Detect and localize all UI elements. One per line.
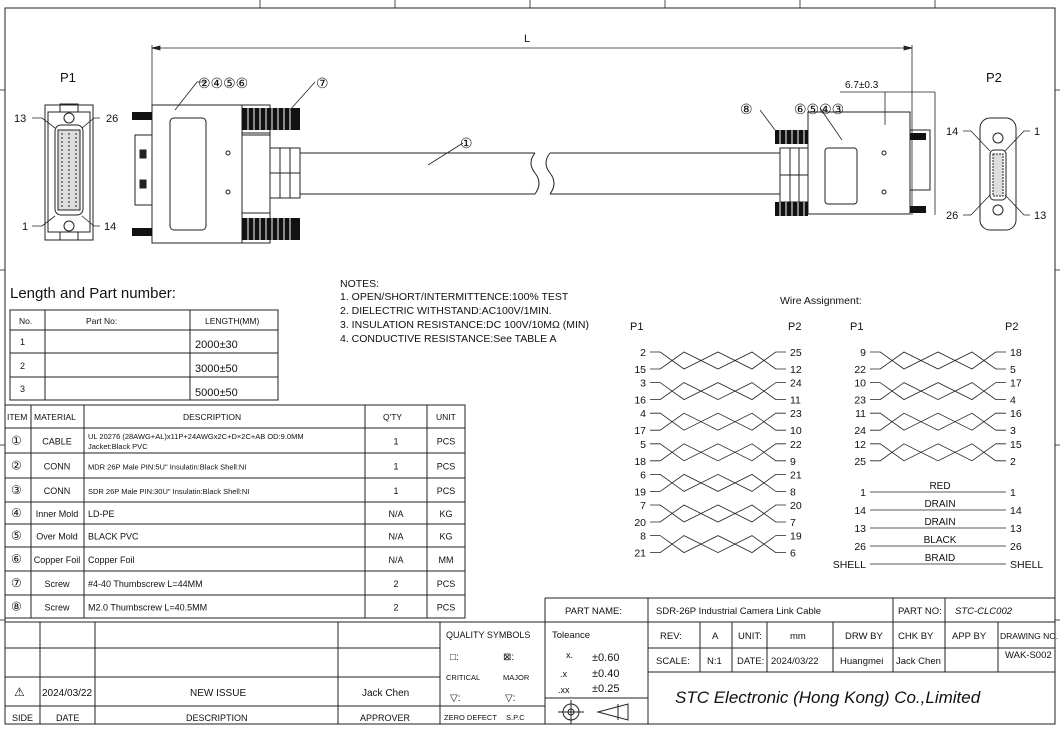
rev-label: REV: [660, 631, 682, 642]
wa-pin: 25 [854, 455, 866, 468]
twisted-pair-wire [650, 536, 786, 553]
wa-pin: 23 [854, 394, 866, 407]
wa-pin: 26 [1010, 541, 1022, 553]
length-header-no: No. [19, 316, 33, 326]
wa-pin: 20 [790, 500, 802, 512]
quality-v2: ▽: [505, 693, 516, 704]
drw-by-label: DRW BY [845, 631, 883, 642]
twisted-pair-wire [650, 352, 786, 369]
quality-critical: CRITICAL [446, 673, 481, 682]
tol-dxx: .xx [558, 685, 570, 695]
bom-item: ⑧ [11, 599, 22, 614]
twisted-pair-wire [650, 413, 786, 430]
p1-pin-13: 13 [14, 113, 27, 125]
part-name-label: PART NAME: [565, 606, 623, 617]
bom-description: BLACK PVC [88, 531, 139, 542]
bom-unit: PCS [436, 602, 456, 613]
quality-sym2: ⊠: [503, 652, 515, 663]
tol-x: x. [566, 650, 574, 660]
length-row-no: 2 [20, 361, 26, 371]
bom-qty: N/A [388, 555, 404, 565]
rev-header-side: SIDE [12, 713, 34, 723]
dim-L-label: L [524, 33, 531, 45]
bom-qty: 2 [393, 579, 399, 589]
bom-qty: 1 [393, 436, 399, 447]
length-header-part: Part No: [86, 316, 118, 326]
p1-pin-1: 1 [22, 221, 29, 233]
wa-pin: 12 [790, 364, 802, 376]
wa-pin: 23 [790, 408, 802, 421]
drawing-no: WAK-S002 [1005, 650, 1052, 661]
wa-pin: 3 [1010, 425, 1016, 438]
wa-pin: 26 [854, 541, 866, 553]
wa-pin: 14 [1010, 505, 1022, 517]
twisted-pair-wire [870, 444, 1006, 461]
wa-pin: 7 [790, 517, 796, 529]
bom-description: UL 20276 (28AWG+AL)x11P+24AWGx2C+D×2C+AB OD:9.0MM [88, 432, 304, 441]
wa-pin: 8 [640, 530, 646, 543]
bom-item: ③ [11, 483, 22, 497]
p2-pin-26: 26 [946, 210, 959, 222]
bom-header: DESCRIPTION [183, 412, 242, 422]
bom-unit: PCS [436, 461, 456, 472]
twisted-pair-wire [870, 413, 1006, 430]
balloon-7: ⑦ [316, 75, 329, 91]
dimension-6-7 [840, 92, 935, 215]
rev-header-approver: APPROVER [360, 713, 411, 723]
unit-label: UNIT: [738, 631, 762, 642]
wa-pin: 1 [860, 487, 866, 499]
twisted-pair-wire [870, 352, 1006, 369]
p1-label: P1 [60, 70, 76, 85]
quality-sym1: □: [450, 652, 459, 663]
wa-pin: 1 [1010, 487, 1016, 499]
wire-color-label: BLACK [923, 535, 957, 546]
note-item: 4. CONDUCTIVE RESISTANCE:See TABLE A [340, 333, 557, 345]
twisted-pair-wire [650, 444, 786, 461]
rev-date: 2024/03/22 [42, 688, 93, 699]
tol-x-val: ±0.60 [592, 652, 620, 664]
note-item: 2. DIELECTRIC WITHSTAND:AC100V/1MIN. [340, 305, 552, 317]
length-row-length: 3000±50 [195, 363, 238, 375]
wa-pin: 4 [1010, 394, 1016, 407]
bom-header: MATERIAL [34, 412, 76, 422]
wa-pin: 22 [790, 438, 802, 451]
wa-pin: 17 [1010, 377, 1022, 390]
bom-material: Screw [44, 579, 70, 589]
wire-assignment-title: Wire Assignment: [780, 295, 862, 307]
company-name: STC Electronic (Hong Kong) Co.,Limited [675, 688, 981, 707]
wa-pin: 9 [790, 455, 796, 468]
balloon-1: ① [460, 135, 473, 151]
wire-color-label: DRAIN [924, 517, 956, 528]
quality-major: MAJOR [503, 673, 530, 682]
date-value: 2024/03/22 [771, 656, 819, 667]
p2-thumbscrew-top [775, 130, 926, 144]
bom-qty: N/A [388, 531, 404, 542]
scale-value: N:1 [707, 656, 722, 667]
twisted-pair-wire [650, 474, 786, 491]
wa-pin: 8 [790, 486, 796, 499]
wa-pin: 17 [634, 425, 646, 438]
bom-header: ITEM [7, 412, 28, 422]
wa-pin: 13 [1010, 523, 1022, 535]
p2-pin-14: 14 [946, 126, 959, 138]
projection-symbol-icon [558, 700, 628, 724]
bom-description: SDR 26P Male PIN:30U" Insulatin:Black Shell:NI [88, 487, 250, 496]
p1-thumbscrew-bottom [132, 218, 300, 240]
wa-pin: 16 [1010, 408, 1022, 421]
p2-pin-field [993, 154, 1003, 196]
wa-pin: 11 [855, 408, 866, 421]
length-header-length: LENGTH(MM) [205, 316, 260, 326]
app-by-label: APP BY [952, 631, 987, 642]
balloon-2456: ②④⑤⑥ [198, 75, 249, 91]
wa-pin: 21 [790, 469, 802, 482]
wire-color-label: RED [929, 481, 951, 492]
wa-pin: 15 [1010, 438, 1022, 451]
bom-qty: 1 [393, 461, 399, 472]
bom-description: MDR 26P Male PIN:5U" Insulatin:Black Shell:NI [88, 462, 247, 472]
twisted-pair-wire [650, 383, 786, 400]
bom-item: ② [11, 458, 22, 473]
wa-pin: 14 [854, 505, 866, 517]
wa-pin: SHELL [832, 559, 866, 571]
p2-pin-1: 1 [1034, 126, 1041, 138]
p2-connector-body [775, 112, 930, 214]
bom-unit: PCS [436, 579, 456, 589]
bom-description: #4-40 Thumbscrew L=44MM [88, 579, 203, 589]
bom-header: UNIT [436, 412, 456, 422]
bom-item: ⑥ [11, 552, 22, 566]
twisted-pair-wire [650, 536, 786, 553]
length-row-length: 2000±30 [195, 339, 238, 351]
tol-dx: .x [560, 669, 568, 679]
cable [300, 153, 780, 194]
balloon-6543: ⑥⑤④③ [794, 101, 845, 117]
wa-pin: 13 [854, 523, 866, 535]
bom-header: Q'TY [383, 412, 403, 422]
twisted-pair-wire [650, 505, 786, 522]
wa-left-p1: P1 [630, 321, 644, 333]
wa-pin: 6 [790, 547, 796, 560]
rev-mark: ⚠ [14, 685, 25, 699]
bom-qty: 1 [393, 486, 399, 496]
wa-pin: 19 [790, 530, 802, 543]
rev-value: A [712, 631, 719, 642]
p1-pin-field [58, 130, 80, 210]
bom-description: LD-PE [88, 509, 115, 519]
wa-pin: 21 [634, 547, 646, 560]
wa-pin: 3 [640, 377, 646, 390]
wa-pin: 15 [634, 364, 646, 376]
twisted-pair-wire [870, 413, 1006, 430]
wire-color-label: DRAIN [924, 499, 956, 510]
wa-pin: 5 [1010, 364, 1016, 376]
bom-material: CONN [43, 461, 71, 472]
bom-unit: PCS [436, 486, 456, 496]
p1-pin-26: 26 [106, 113, 119, 125]
tol-dxx-val: ±0.25 [592, 683, 620, 695]
bom-item: ⑤ [11, 528, 22, 543]
wa-pin: 24 [790, 377, 802, 390]
tol-dx-val: ±0.40 [592, 668, 620, 680]
wa-pin: 10 [790, 425, 802, 438]
rev-description: NEW ISSUE [190, 688, 247, 699]
twisted-pair-wire [870, 352, 1006, 369]
twisted-pair-wire [650, 383, 786, 400]
wa-pin: 5 [640, 438, 646, 451]
wa-pin: 12 [854, 438, 866, 451]
wa-right-p1: P1 [850, 321, 864, 333]
quality-zero-defect: ZERO DEFECT [444, 713, 497, 722]
length-row-no: 3 [20, 384, 26, 394]
wa-pin: 2 [1010, 455, 1016, 468]
wa-pin: 7 [640, 500, 646, 512]
note-item: 1. OPEN/SHORT/INTERMITTENCE:100% TEST [340, 291, 569, 303]
twisted-pair-wire [650, 444, 786, 461]
length-row-no: 1 [20, 337, 26, 347]
scale-label: SCALE: [656, 656, 690, 667]
wa-pin: 6 [640, 469, 646, 482]
twisted-pair-wire [650, 505, 786, 522]
twisted-pair-wire [650, 474, 786, 491]
dim-6-7-label: 6.7±0.3 [845, 80, 879, 91]
bom-material: Over Mold [36, 531, 78, 542]
balloon-8: ⑧ [740, 101, 753, 117]
tolerance-title: Toleance [552, 630, 591, 641]
part-no-label: PART NO: [898, 606, 942, 617]
bom-qty: 2 [393, 602, 399, 613]
twisted-pair-wire [870, 383, 1006, 400]
wa-pin: 2 [640, 347, 646, 359]
rev-approver: Jack Chen [362, 688, 410, 699]
wa-pin: 22 [854, 364, 866, 376]
wa-pin: 9 [860, 347, 866, 359]
wa-pin: 20 [634, 517, 646, 529]
twisted-pair-wire [650, 413, 786, 430]
p1-thumbscrew-top [132, 108, 300, 130]
p2-label: P2 [986, 70, 1002, 85]
quality-v1: ▽: [450, 693, 461, 704]
bom-material: CONN [43, 486, 71, 496]
wa-pin: 18 [1010, 347, 1022, 359]
notes-title: NOTES: [340, 278, 380, 290]
drawing-no-label: DRAWING NO. [1000, 631, 1059, 641]
drw-by: Huangmei [840, 656, 884, 667]
wa-pin: 25 [790, 347, 802, 359]
bom-item: ⑦ [11, 576, 22, 590]
wa-pin: 24 [854, 425, 866, 438]
twisted-pair-wire [650, 352, 786, 369]
quality-spc: S.P.C [506, 713, 525, 722]
p2-pin-13: 13 [1034, 210, 1047, 222]
revision-block [5, 598, 545, 724]
quality-title: QUALITY SYMBOLS [446, 630, 531, 640]
wa-pin: 4 [640, 408, 646, 421]
wa-pin: 19 [634, 486, 646, 499]
twisted-pair-wire [870, 383, 1006, 400]
wa-pin: 18 [634, 455, 646, 468]
bom-item: ④ [11, 506, 22, 520]
chk-by: Jack Chen [896, 656, 941, 667]
wa-pin: 11 [790, 394, 801, 407]
bom-description-2: Jacket:Black PVC [88, 442, 148, 451]
bom-qty: N/A [388, 509, 404, 519]
wa-right-p2: P2 [1005, 321, 1019, 333]
wire-color-label: BRAID [924, 553, 956, 564]
p1-pin-14: 14 [104, 221, 117, 233]
bom-item: ① [11, 433, 22, 448]
bom-unit: MM [438, 555, 454, 565]
rev-header-description: DESCRIPTION [186, 713, 248, 723]
part-name: SDR-26P Industrial Camera Link Cable [656, 606, 822, 617]
bom-description: M2.0 Thumbscrew L=40.5MM [88, 602, 208, 613]
twisted-pair-wire [870, 444, 1006, 461]
unit-value: mm [790, 631, 806, 642]
note-item: 3. INSULATION RESISTANCE:DC 100V/10MΩ (MIN) [340, 319, 590, 331]
wa-pin: SHELL [1010, 559, 1044, 571]
length-table-title: Length and Part number: [10, 285, 176, 302]
bom-material: Copper Foil [33, 555, 81, 565]
chk-by-label: CHK BY [898, 631, 934, 642]
bom-unit: KG [439, 531, 453, 542]
bom-material: Inner Mold [35, 509, 79, 519]
wa-pin: 10 [854, 377, 866, 390]
rev-header-date: DATE [56, 713, 80, 723]
bom-unit: PCS [436, 436, 456, 447]
part-no: STC-CLC002 [955, 606, 1013, 617]
wa-left-p2: P2 [788, 321, 802, 333]
wa-pin: 16 [634, 394, 646, 407]
bom-description: Copper Foil [88, 555, 135, 565]
bom-unit: KG [439, 509, 453, 519]
date-label: DATE: [737, 656, 765, 667]
bom-material: Screw [44, 602, 70, 613]
bom-material: CABLE [42, 436, 72, 447]
length-row-length: 5000±50 [195, 387, 238, 399]
